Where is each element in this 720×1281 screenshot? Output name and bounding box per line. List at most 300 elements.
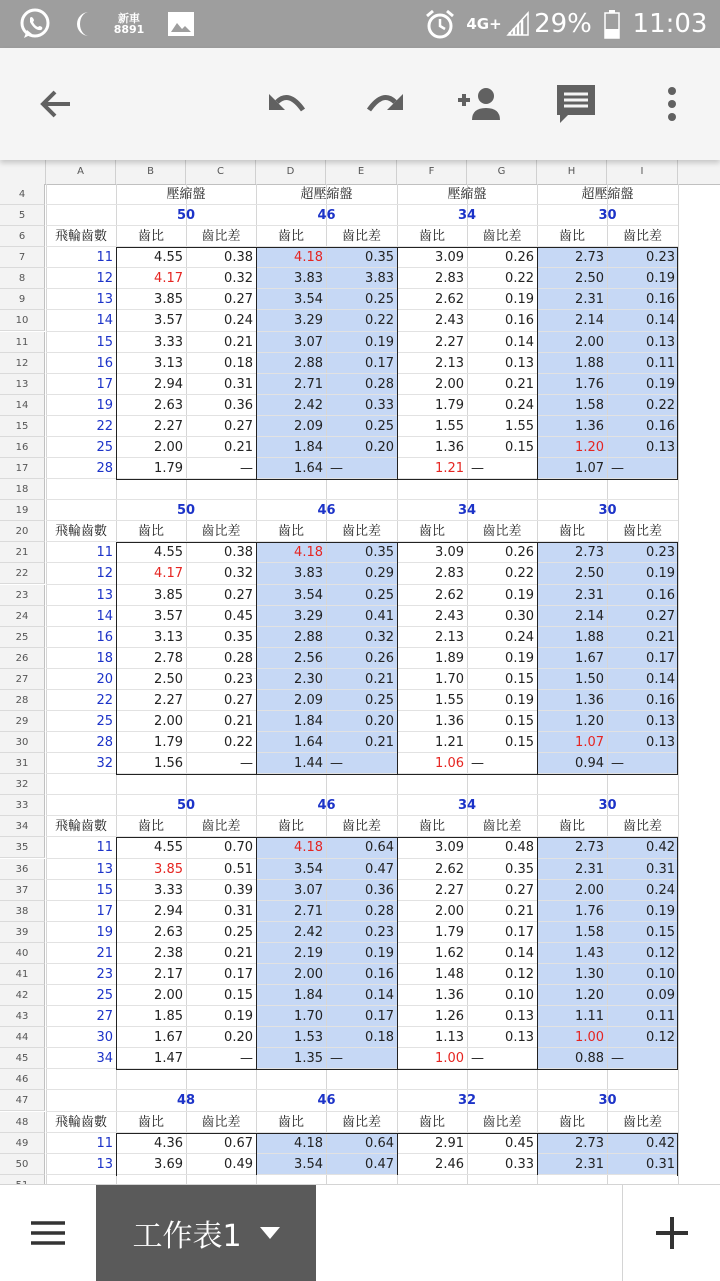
gear-ratio-cell[interactable]: 3.54 [294,861,323,877]
gear-ratio-cell[interactable]: 2.31 [575,1156,604,1172]
ratio-diff-cell[interactable]: 0.32 [224,271,253,287]
ratio-diff-cell[interactable]: 0.09 [646,988,675,1004]
ratio-diff-cell[interactable]: 0.28 [224,650,253,666]
gear-ratio-cell[interactable]: 2.43 [435,608,464,624]
gear-ratio-cell[interactable]: 1.56 [154,756,183,772]
gear-ratio-cell[interactable]: 4.17 [154,566,183,582]
gear-ratio-cell[interactable]: 3.09 [435,840,464,856]
ratio-diff-cell[interactable]: 0.25 [224,924,253,940]
gear-ratio-cell[interactable]: 1.70 [294,1009,323,1025]
ratio-diff-cell[interactable]: 0.33 [365,397,394,413]
row-header-9[interactable]: 9 [0,289,45,310]
ratio-diff-label[interactable]: 齒比差 [622,1114,662,1130]
gear-ratio-cell[interactable]: 1.58 [575,924,604,940]
sprocket-teeth-cell[interactable]: 11 [96,1135,113,1151]
row-header-17[interactable]: 17 [0,458,45,479]
row-header-30[interactable]: 30 [0,732,45,753]
gear-ratio-cell[interactable]: 1.43 [575,945,604,961]
gear-ratio-cell[interactable]: 2.09 [294,692,323,708]
column-header-d[interactable]: D [256,160,326,184]
gear-ratio-cell[interactable]: 3.85 [154,861,183,877]
gear-ratio-cell[interactable]: 2.27 [154,418,183,434]
sprocket-teeth-cell[interactable]: 20 [96,671,113,687]
gear-ratio-cell[interactable]: 2.31 [575,861,604,877]
chainring-teeth[interactable]: 48 [176,1093,196,1109]
chainring-teeth[interactable]: 50 [176,208,196,224]
ratio-diff-label[interactable]: 齒比差 [341,819,381,835]
column-header-i[interactable]: I [607,160,678,184]
ratio-diff-cell[interactable]: — [240,756,253,772]
ratio-diff-cell[interactable]: 0.38 [224,250,253,266]
gear-ratio-cell[interactable]: 2.73 [575,545,604,561]
gear-ratio-cell[interactable]: 1.47 [154,1051,183,1067]
ratio-diff-cell[interactable]: 0.19 [646,376,675,392]
ratio-diff-cell[interactable]: — [471,1051,484,1067]
column-header-f[interactable]: F [397,160,467,184]
ratio-diff-cell[interactable]: 0.31 [646,1156,675,1172]
sheet-list-icon[interactable] [28,1215,68,1251]
gear-ratio-cell[interactable]: 4.55 [154,545,183,561]
gear-ratio-cell[interactable]: 1.79 [435,397,464,413]
ratio-diff-cell[interactable]: 0.27 [224,418,253,434]
ratio-diff-cell[interactable]: 0.21 [505,376,534,392]
chainring-teeth[interactable]: 30 [598,503,617,519]
gear-ratio-cell[interactable]: 2.88 [294,629,323,645]
ratio-diff-cell[interactable]: 0.30 [505,608,534,624]
sprocket-teeth-label[interactable]: 飛輪齒數 [54,1114,107,1130]
chainring-teeth[interactable]: 50 [176,503,196,519]
ratio-diff-cell[interactable]: 0.20 [365,714,394,729]
gear-ratio-cell[interactable]: 3.54 [294,587,323,603]
ratio-diff-cell[interactable]: 0.14 [365,988,394,1004]
ratio-diff-cell[interactable]: 0.10 [646,966,675,982]
gear-ratio-cell[interactable]: 0.88 [575,1051,604,1067]
gear-ratio-cell[interactable]: 2.13 [435,629,464,645]
ratio-diff-cell[interactable]: 0.32 [365,629,394,645]
ratio-diff-cell[interactable]: 0.21 [365,671,394,687]
ratio-diff-cell[interactable]: — [330,1051,343,1067]
gear-ratio-cell[interactable]: 4.55 [154,840,183,856]
ratio-diff-cell[interactable]: 0.27 [505,882,534,898]
sprocket-teeth-cell[interactable]: 11 [96,840,113,856]
sprocket-teeth-cell[interactable]: 17 [96,376,113,392]
gear-ratio-cell[interactable]: 3.33 [154,334,183,350]
sprocket-teeth-cell[interactable]: 32 [96,756,113,772]
gear-ratio-cell[interactable]: 3.57 [154,313,183,329]
gear-ratio-cell[interactable]: 1.84 [294,988,323,1004]
ratio-label[interactable]: 齒比 [277,524,304,540]
row-header-20[interactable]: 20 [0,521,45,542]
gear-ratio-cell[interactable]: 2.83 [435,566,464,582]
column-header-h[interactable]: H [537,160,607,184]
row-header-25[interactable]: 25 [0,627,45,648]
column-header-g[interactable]: G [467,160,537,184]
ratio-diff-cell[interactable]: 0.38 [224,545,253,561]
row-header-50[interactable]: 50 [0,1154,45,1175]
row-header-26[interactable]: 26 [0,648,45,669]
ratio-label[interactable]: 齒比 [137,524,164,540]
ratio-diff-cell[interactable]: 0.19 [505,650,534,666]
gear-ratio-cell[interactable]: 1.26 [435,1009,464,1025]
gear-ratio-cell[interactable]: 2.94 [154,903,183,919]
gear-ratio-cell[interactable]: 2.50 [575,566,604,582]
gear-ratio-cell[interactable]: 1.55 [435,692,464,708]
row-header-38[interactable]: 38 [0,901,45,922]
gear-ratio-cell[interactable]: 3.09 [435,250,464,266]
row-header-5[interactable]: 5 [0,205,45,226]
ratio-diff-cell[interactable]: 0.12 [505,966,534,982]
ratio-diff-cell[interactable]: 0.35 [224,629,253,645]
ratio-diff-cell[interactable]: 0.13 [505,1030,534,1046]
ratio-diff-cell[interactable]: 0.21 [505,903,534,919]
ratio-diff-cell[interactable]: 0.41 [365,608,394,624]
gear-ratio-cell[interactable]: 2.62 [435,292,464,308]
ratio-diff-label[interactable]: 齒比差 [341,229,381,245]
sprocket-teeth-cell[interactable]: 11 [96,545,113,561]
gear-ratio-cell[interactable]: 1.50 [575,671,604,687]
ratio-diff-label[interactable]: 齒比差 [622,229,662,245]
gear-ratio-cell[interactable]: 1.00 [435,1051,464,1067]
ratio-diff-cell[interactable]: 0.47 [365,861,394,877]
ratio-diff-cell[interactable]: 0.36 [365,882,394,898]
row-header-29[interactable]: 29 [0,711,45,732]
ratio-diff-cell[interactable]: — [240,461,253,477]
ratio-diff-cell[interactable]: 0.26 [365,650,394,666]
ratio-diff-label[interactable]: 齒比差 [201,524,241,540]
gear-ratio-cell[interactable]: 2.30 [294,671,323,687]
gear-ratio-cell[interactable]: 1.20 [575,714,604,729]
ratio-label[interactable]: 齒比 [418,819,445,835]
gear-ratio-cell[interactable]: 2.13 [435,355,464,371]
ratio-diff-cell[interactable]: 0.21 [224,714,253,729]
back-arrow-icon[interactable] [30,78,82,130]
gear-ratio-cell[interactable]: 2.00 [154,439,183,455]
ratio-diff-cell[interactable]: 0.20 [224,1030,253,1046]
ratio-diff-cell[interactable]: 3.83 [365,271,394,287]
ratio-diff-cell[interactable]: 0.22 [365,313,394,329]
gear-ratio-cell[interactable]: 1.67 [575,650,604,666]
sprocket-teeth-cell[interactable]: 13 [96,1156,113,1172]
ratio-diff-cell[interactable]: 0.25 [365,292,394,308]
row-header-27[interactable]: 27 [0,669,45,690]
ratio-diff-cell[interactable]: 0.13 [646,439,675,455]
gear-ratio-cell[interactable]: 2.00 [575,334,604,350]
sprocket-teeth-cell[interactable]: 23 [96,966,113,982]
ratio-diff-cell[interactable]: — [471,756,484,772]
ratio-diff-cell[interactable]: 0.42 [646,840,675,856]
ratio-diff-cell[interactable]: 0.18 [224,355,253,371]
gear-ratio-cell[interactable]: 2.46 [435,1156,464,1172]
gear-ratio-cell[interactable]: 4.18 [294,250,323,266]
gear-ratio-cell[interactable]: 1.20 [575,988,604,1004]
row-header-42[interactable]: 42 [0,985,45,1006]
gear-ratio-cell[interactable]: 1.21 [435,461,464,477]
ratio-diff-cell[interactable]: 0.14 [646,313,675,329]
ratio-label[interactable]: 齒比 [137,229,164,245]
gear-ratio-cell[interactable]: 1.13 [435,1030,464,1046]
sprocket-teeth-cell[interactable]: 28 [96,735,113,751]
ratio-diff-label[interactable]: 齒比差 [482,229,522,245]
sprocket-teeth-cell[interactable]: 25 [96,988,113,1004]
ratio-label[interactable]: 齒比 [277,1114,304,1130]
ratio-diff-cell[interactable]: 0.35 [505,861,534,877]
ratio-diff-cell[interactable]: 0.15 [646,924,675,940]
gear-ratio-cell[interactable]: 2.91 [435,1135,464,1151]
ratio-diff-cell[interactable]: 0.64 [365,1135,394,1151]
sprocket-teeth-cell[interactable]: 22 [96,418,113,434]
gear-ratio-cell[interactable]: 3.07 [294,882,323,898]
ratio-diff-cell[interactable]: 0.24 [505,397,534,413]
ratio-label[interactable]: 齒比 [558,819,585,835]
ratio-diff-cell[interactable]: 0.12 [646,1030,675,1046]
sprocket-teeth-cell[interactable]: 18 [96,650,113,666]
gear-ratio-cell[interactable]: 2.42 [294,397,323,413]
ratio-diff-cell[interactable]: 0.28 [365,903,394,919]
ratio-diff-cell[interactable]: — [611,1051,624,1067]
chainring-teeth[interactable]: 46 [317,1093,336,1109]
ratio-diff-cell[interactable]: 0.16 [646,292,675,308]
gear-ratio-cell[interactable]: 3.29 [294,313,323,329]
gear-ratio-cell[interactable]: 1.88 [575,629,604,645]
ratio-diff-cell[interactable]: 0.17 [365,355,394,371]
ratio-diff-cell[interactable]: 0.21 [224,945,253,961]
row-header-31[interactable]: 31 [0,753,45,774]
row-header-37[interactable]: 37 [0,880,45,901]
sprocket-teeth-cell[interactable]: 25 [96,439,113,455]
gear-ratio-cell[interactable]: 3.13 [154,355,183,371]
gear-ratio-cell[interactable]: 2.62 [435,587,464,603]
row-header-43[interactable]: 43 [0,1006,45,1027]
gear-ratio-cell[interactable]: 2.83 [435,271,464,287]
ratio-diff-cell[interactable]: 0.15 [505,439,534,455]
ratio-diff-cell[interactable]: 0.23 [646,250,675,266]
sprocket-teeth-cell[interactable]: 15 [96,334,113,350]
ratio-diff-cell[interactable]: 0.24 [646,882,675,898]
sprocket-teeth-cell[interactable]: 22 [96,692,113,708]
sprocket-teeth-label[interactable]: 飛輪齒數 [54,819,107,835]
gear-ratio-cell[interactable]: 1.36 [575,418,604,434]
sprocket-teeth-cell[interactable]: 34 [96,1051,113,1067]
gear-ratio-cell[interactable]: 2.38 [154,945,183,961]
chainring-teeth[interactable]: 46 [317,208,336,224]
sprocket-teeth-cell[interactable]: 14 [96,608,113,624]
gear-ratio-cell[interactable]: 1.48 [435,966,464,982]
gear-ratio-cell[interactable]: 2.00 [575,882,604,898]
chainring-teeth[interactable]: 30 [598,1093,617,1109]
gear-ratio-cell[interactable]: 1.07 [575,461,604,477]
gear-ratio-cell[interactable]: 1.76 [575,376,604,392]
group-title-compact[interactable]: 壓縮盤 [166,187,206,202]
ratio-label[interactable]: 齒比 [137,819,164,835]
ratio-diff-cell[interactable]: 0.45 [505,1135,534,1151]
ratio-label[interactable]: 齒比 [558,524,585,540]
gear-ratio-cell[interactable]: 1.67 [154,1030,183,1046]
spreadsheet-grid[interactable] [0,160,720,1184]
row-header-23[interactable]: 23 [0,585,45,606]
ratio-label[interactable]: 齒比 [277,819,304,835]
ratio-diff-cell[interactable]: 0.15 [505,735,534,751]
ratio-label[interactable]: 齒比 [558,229,585,245]
ratio-diff-cell[interactable]: 0.10 [505,988,534,1004]
gear-ratio-cell[interactable]: 3.57 [154,608,183,624]
ratio-diff-cell[interactable]: 0.15 [505,714,534,729]
ratio-diff-cell[interactable]: 0.67 [224,1135,253,1151]
ratio-diff-cell[interactable]: 0.13 [505,1009,534,1025]
gear-ratio-cell[interactable]: 1.55 [435,418,464,434]
ratio-diff-label[interactable]: 齒比差 [482,819,522,835]
sprocket-teeth-cell[interactable]: 30 [96,1030,113,1046]
row-header-36[interactable]: 36 [0,859,45,880]
ratio-diff-cell[interactable]: 0.24 [224,313,253,329]
ratio-diff-cell[interactable]: — [240,1051,253,1067]
gear-ratio-cell[interactable]: 1.62 [435,945,464,961]
ratio-diff-cell[interactable]: 0.19 [646,271,675,287]
ratio-diff-cell[interactable]: 0.21 [646,629,675,645]
ratio-diff-cell[interactable]: 0.32 [224,566,253,582]
gear-ratio-cell[interactable]: 3.13 [154,629,183,645]
ratio-diff-cell[interactable]: 0.21 [224,334,253,350]
ratio-diff-label[interactable]: 齒比差 [201,229,241,245]
ratio-diff-cell[interactable]: 0.13 [646,735,675,751]
row-header-22[interactable]: 22 [0,563,45,584]
ratio-diff-cell[interactable]: 0.28 [365,376,394,392]
gear-ratio-cell[interactable]: 4.17 [154,271,183,287]
gear-ratio-cell[interactable]: 3.07 [294,334,323,350]
row-header-47[interactable]: 47 [0,1090,45,1111]
ratio-diff-cell[interactable]: 0.47 [365,1156,394,1172]
ratio-diff-cell[interactable]: 0.27 [224,292,253,308]
sprocket-teeth-cell[interactable]: 16 [96,355,113,371]
gear-ratio-cell[interactable]: 2.56 [294,650,323,666]
ratio-diff-label[interactable]: 齒比差 [341,524,381,540]
gear-ratio-cell[interactable]: 2.71 [294,903,323,919]
sprocket-teeth-cell[interactable]: 16 [96,629,113,645]
gear-ratio-cell[interactable]: 1.53 [294,1030,323,1046]
gear-ratio-cell[interactable]: 1.76 [575,903,604,919]
ratio-diff-cell[interactable]: 0.21 [365,735,394,751]
row-header-45[interactable]: 45 [0,1048,45,1069]
gear-ratio-cell[interactable]: 2.00 [154,714,183,729]
sprocket-teeth-label[interactable]: 飛輪齒數 [54,229,107,245]
sheet-tab[interactable] [96,1185,316,1281]
ratio-diff-cell[interactable]: 0.19 [646,903,675,919]
gear-ratio-cell[interactable]: 1.88 [575,355,604,371]
chainring-teeth[interactable]: 34 [457,798,477,814]
ratio-diff-cell[interactable]: 0.22 [224,735,253,751]
ratio-diff-cell[interactable]: 0.45 [224,608,253,624]
ratio-diff-cell[interactable]: 0.12 [646,945,675,961]
ratio-diff-cell[interactable]: 0.49 [224,1156,253,1172]
ratio-label[interactable]: 齒比 [137,1114,164,1130]
ratio-diff-cell[interactable]: 0.24 [505,629,534,645]
column-header-b[interactable]: B [116,160,186,184]
row-header-44[interactable]: 44 [0,1027,45,1048]
ratio-diff-label[interactable]: 齒比差 [201,819,241,835]
sprocket-teeth-cell[interactable]: 14 [96,313,113,329]
gear-ratio-cell[interactable]: 2.14 [575,608,604,624]
sprocket-teeth-cell[interactable]: 13 [96,292,113,308]
more-vert-icon[interactable] [646,78,698,130]
row-header-33[interactable]: 33 [0,795,45,816]
ratio-diff-cell[interactable]: 0.35 [365,250,394,266]
gear-ratio-cell[interactable]: 3.83 [294,566,323,582]
gear-ratio-cell[interactable]: 2.73 [575,1135,604,1151]
gear-ratio-cell[interactable]: 2.00 [294,966,323,982]
gear-ratio-cell[interactable]: 1.06 [435,756,464,772]
gear-ratio-cell[interactable]: 2.63 [154,924,183,940]
ratio-label[interactable]: 齒比 [418,524,445,540]
gear-ratio-cell[interactable]: 1.07 [575,735,604,751]
row-header-7[interactable]: 7 [0,247,45,268]
ratio-diff-cell[interactable]: 0.64 [365,840,394,856]
sprocket-teeth-cell[interactable]: 25 [96,714,113,729]
ratio-diff-cell[interactable]: 0.16 [646,692,675,708]
row-header-24[interactable]: 24 [0,606,45,627]
ratio-diff-cell[interactable]: 0.13 [646,714,675,729]
gear-ratio-cell[interactable]: 1.36 [435,439,464,455]
ratio-diff-cell[interactable]: 0.15 [505,671,534,687]
ratio-diff-cell[interactable]: 0.31 [224,376,253,392]
ratio-diff-cell[interactable]: 0.16 [365,966,394,982]
ratio-diff-cell[interactable]: 0.16 [505,313,534,329]
chainring-teeth[interactable]: 46 [317,798,336,814]
redo-icon[interactable] [358,78,410,130]
ratio-diff-cell[interactable]: 0.13 [646,334,675,350]
ratio-diff-cell[interactable]: 0.27 [224,692,253,708]
ratio-diff-cell[interactable]: 0.27 [646,608,675,624]
ratio-diff-cell[interactable]: — [471,461,484,477]
row-header-34[interactable]: 34 [0,816,45,837]
gear-ratio-cell[interactable]: 1.36 [435,988,464,1004]
gear-ratio-cell[interactable]: 1.11 [575,1009,604,1025]
ratio-diff-cell[interactable]: 0.26 [505,545,534,561]
gear-ratio-cell[interactable]: 2.00 [435,903,464,919]
ratio-diff-cell[interactable]: 0.25 [365,587,394,603]
ratio-diff-cell[interactable]: 0.11 [646,1009,675,1025]
ratio-diff-cell[interactable]: 0.31 [646,861,675,877]
gear-ratio-cell[interactable]: 4.36 [154,1135,183,1151]
ratio-diff-cell[interactable]: 0.22 [505,271,534,287]
chainring-teeth[interactable]: 34 [457,208,477,224]
ratio-diff-cell[interactable]: 0.13 [505,355,534,371]
row-header-39[interactable]: 39 [0,922,45,943]
ratio-diff-cell[interactable]: 0.29 [365,566,394,582]
row-header-49[interactable]: 49 [0,1133,45,1154]
ratio-diff-cell[interactable]: 0.17 [646,650,675,666]
row-header-6[interactable]: 6 [0,226,45,247]
gear-ratio-cell[interactable]: 2.31 [575,292,604,308]
row-header-4[interactable]: 4 [0,184,45,205]
sprocket-teeth-cell[interactable]: 12 [96,566,113,582]
gear-ratio-cell[interactable]: 0.94 [575,756,604,772]
ratio-label[interactable]: 齒比 [418,1114,445,1130]
gear-ratio-cell[interactable]: 2.19 [294,945,323,961]
chainring-teeth[interactable]: 34 [457,503,477,519]
gear-ratio-cell[interactable]: 2.63 [154,397,183,413]
gear-ratio-cell[interactable]: 1.36 [575,692,604,708]
sprocket-teeth-cell[interactable]: 13 [96,861,113,877]
ratio-diff-cell[interactable]: 0.39 [224,882,253,898]
row-header-18[interactable]: 18 [0,479,45,500]
gear-ratio-cell[interactable]: 1.36 [435,714,464,729]
ratio-label[interactable]: 齒比 [418,229,445,245]
ratio-diff-cell[interactable]: 0.14 [505,334,534,350]
gear-ratio-cell[interactable]: 1.00 [575,1030,604,1046]
gear-ratio-cell[interactable]: 1.35 [294,1051,323,1067]
gear-ratio-cell[interactable]: 3.54 [294,292,323,308]
gear-ratio-cell[interactable]: 1.64 [294,735,323,751]
row-header-11[interactable]: 11 [0,332,45,353]
